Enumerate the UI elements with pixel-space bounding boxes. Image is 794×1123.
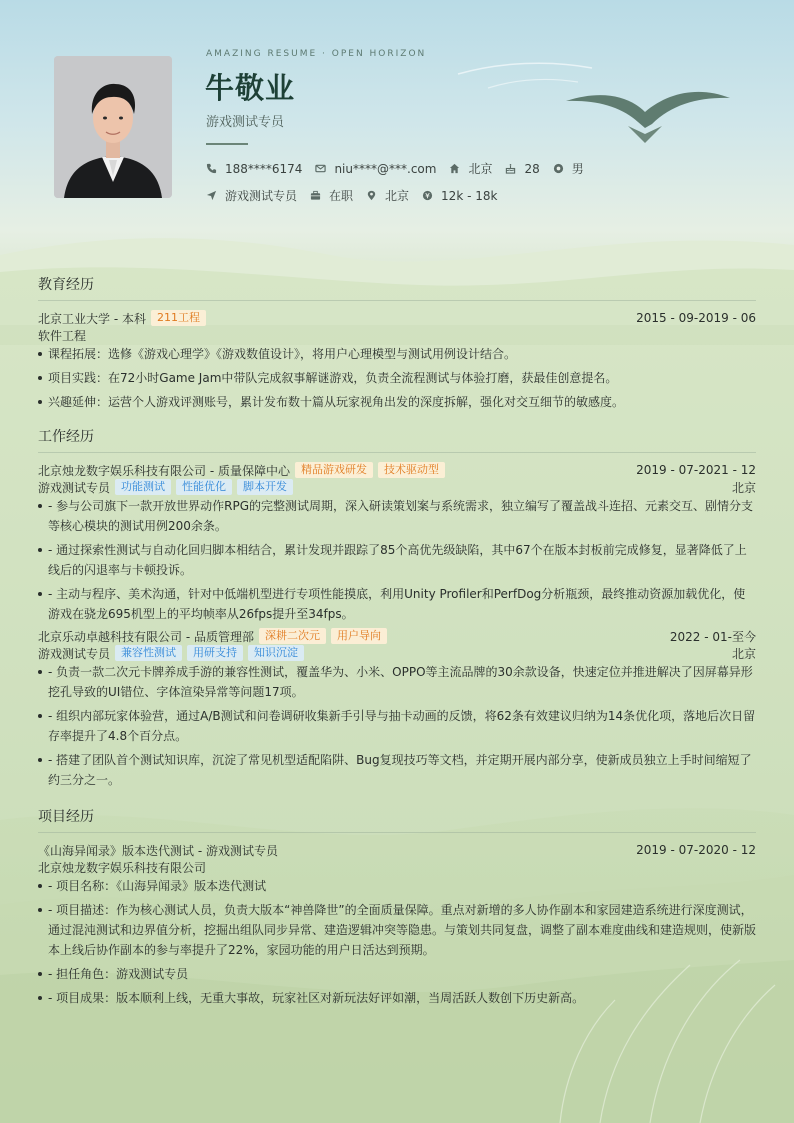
- job-position-row: [38, 644, 756, 662]
- contact-phone: 188****6174: [206, 162, 302, 176]
- briefcase-icon: [310, 190, 321, 201]
- list-item: - 负责一款二次元卡牌养成手游的兼容性测试，覆盖华为、小米、OPPO等主流品牌的30余款设备，快速定位并推进解决了因屏幕异形挖孔导致的UI错位、字体渲染异常等问题17项。: [38, 662, 756, 702]
- intent-city: 北京: [366, 187, 409, 204]
- section-title: 项目经历: [38, 806, 756, 833]
- list-item: - 项目描述：作为核心测试人员，负责大版本“神兽降世”的全面质量保障。重点对新增的多人协作副本和家园建造系统进行深度测试，通过混沌测试和边界值分析，挖掘出组队同步异常、建造逻辑冲突等隐患。与策划共同复盘，调整了副本难度曲线和建造规则，使新版本上线后协作副本的参与率提升了22%，家园功能的用户日活达到预期。: [38, 900, 756, 960]
- mail-icon: [315, 163, 326, 174]
- list-item: - 通过探索性测试与自动化回归脚本相结合，累计发现并跟踪了85个高优先级缺陷，其中67个在版本封板前完成修复，显著降低了上线后的闪退率与卡顿投诉。: [38, 540, 756, 580]
- job-city: 北京: [731, 480, 756, 495]
- contact-city: 北京: [449, 160, 492, 177]
- company-badge: 技术驱动型: [378, 462, 445, 478]
- contact-age: 28: [505, 162, 539, 176]
- company-name: 北京烛龙数字娱乐科技有限公司 - 质量保障中心: [38, 463, 290, 478]
- contact-email: niu****@***.com: [315, 162, 436, 176]
- avatar: [54, 56, 172, 198]
- intent-status: 在职: [310, 187, 353, 204]
- location-icon: [366, 190, 377, 201]
- project-company-row: [38, 858, 756, 876]
- list-item: 课程拓展：选修《游戏心理学》《游戏数值设计》，将用户心理模型与测试用例设计结合。: [38, 344, 756, 364]
- skill-tag: 功能测试: [115, 479, 171, 495]
- job-header: [38, 462, 756, 478]
- contact-gender: 男: [553, 160, 584, 177]
- list-item: - 组织内部玩家体验营，通过A/B测试和问卷调研收集新手引导与抽卡动画的反馈，将62条有效建议归纳为14条优化项，落地后次日留存率提升了4.8个百分点。: [38, 706, 756, 746]
- list-item: 兴趣延伸：运营个人游戏评测账号，累计发布数十篇从玩家视角出发的深度拆解，强化对交互细节的敏感度。: [38, 392, 756, 412]
- skill-tag: 性能优化: [176, 479, 232, 495]
- phone-icon: [206, 163, 217, 174]
- school-name: 北京工业大学 - 本科: [38, 311, 146, 326]
- education-bullets: [38, 344, 756, 412]
- project-date: 2019 - 07-2020 - 12: [636, 843, 756, 857]
- education-date: 2015 - 09-2019 - 06: [636, 311, 756, 325]
- job-city: 北京: [731, 646, 756, 661]
- skill-tag: 用研支持: [187, 645, 243, 661]
- skill-tag: 兼容性测试: [115, 645, 182, 661]
- resume-tagline: AMAZING RESUME · OPEN HORIZON: [206, 49, 427, 59]
- company-badge: 精品游戏研发: [295, 462, 373, 478]
- project-company: 北京烛龙数字娱乐科技有限公司: [38, 860, 207, 875]
- school-badge: 211工程: [151, 310, 206, 326]
- job-date: 2019 - 07-2021 - 12: [636, 463, 756, 477]
- company-badge: 深耕二次元: [259, 628, 326, 644]
- job-position: 游戏测试专员: [38, 646, 111, 661]
- contact-row: [206, 160, 597, 177]
- job-position: 游戏测试专员: [38, 480, 111, 495]
- list-item: - 搭建了团队首个测试知识库，沉淀了常见机型适配陷阱、Bug复现技巧等文档，并定期开展内部分享，使新成员独立上手时间缩短了约三分之一。: [38, 750, 756, 790]
- header-divider: [206, 143, 248, 145]
- candidate-name: 牛敬业: [205, 71, 296, 105]
- gender-icon: [553, 163, 564, 174]
- project-section: [38, 806, 756, 1012]
- job-position-row: [38, 478, 756, 496]
- major: 软件工程: [38, 328, 87, 343]
- education-major-row: [38, 326, 756, 344]
- list-item: - 项目成果：版本顺利上线，无重大事故，玩家社区对新玩法好评如潮，当周活跃人数创下历史新高。: [38, 988, 756, 1008]
- job-date: 2022 - 01-至今: [669, 629, 756, 644]
- intent-salary: 12k - 18k: [422, 189, 497, 203]
- company-name: 北京乐动卓越科技有限公司 - 品质管理部: [38, 629, 254, 644]
- project-header: [38, 842, 756, 858]
- send-icon: [206, 190, 217, 201]
- job-intent-row: [206, 187, 510, 204]
- intent-position: 游戏测试专员: [206, 187, 297, 204]
- skill-tag: 知识沉淀: [248, 645, 304, 661]
- project-bullets: [38, 876, 756, 1008]
- education-entry-header: [38, 310, 756, 326]
- list-item: - 项目名称：《山海异闻录》版本迭代测试: [38, 876, 756, 896]
- list-item: 项目实践：在72小时Game Jam中带队完成叙事解谜游戏，负责全流程测试与体验打磨，获最佳创意提名。: [38, 368, 756, 388]
- list-item: - 主动与程序、美术沟通，针对中低端机型进行专项性能摸底，利用Unity Profiler和PerfDog分析瓶颈，最终推动资源加载优化，使游戏在骁龙695机型上的平均帧率从26fps提升至34fps。: [38, 584, 756, 624]
- education-section: [38, 274, 756, 416]
- job-bullets: [38, 496, 756, 624]
- home-icon: [449, 163, 460, 174]
- cake-icon: [505, 163, 516, 174]
- work-section: [38, 426, 756, 794]
- portrait-image: [54, 56, 172, 198]
- project-name: 《山海异闻录》版本迭代测试 - 游戏测试专员: [38, 843, 278, 858]
- candidate-role: 游戏测试专员: [206, 115, 285, 130]
- job-bullets: [38, 662, 756, 790]
- section-title: 教育经历: [38, 274, 756, 301]
- list-item: - 参与公司旗下一款开放世界动作RPG的完整测试周期，深入研读策划案与系统需求，独立编写了覆盖战斗连招、元素交互、剧情分支等核心模块的测试用例200余条。: [38, 496, 756, 536]
- company-badge: 用户导向: [331, 628, 387, 644]
- skill-tag: 脚本开发: [237, 479, 293, 495]
- section-title: 工作经历: [38, 426, 756, 453]
- salary-icon: [422, 190, 433, 201]
- list-item: - 担任角色：游戏测试专员: [38, 964, 756, 984]
- job-header: [38, 628, 756, 644]
